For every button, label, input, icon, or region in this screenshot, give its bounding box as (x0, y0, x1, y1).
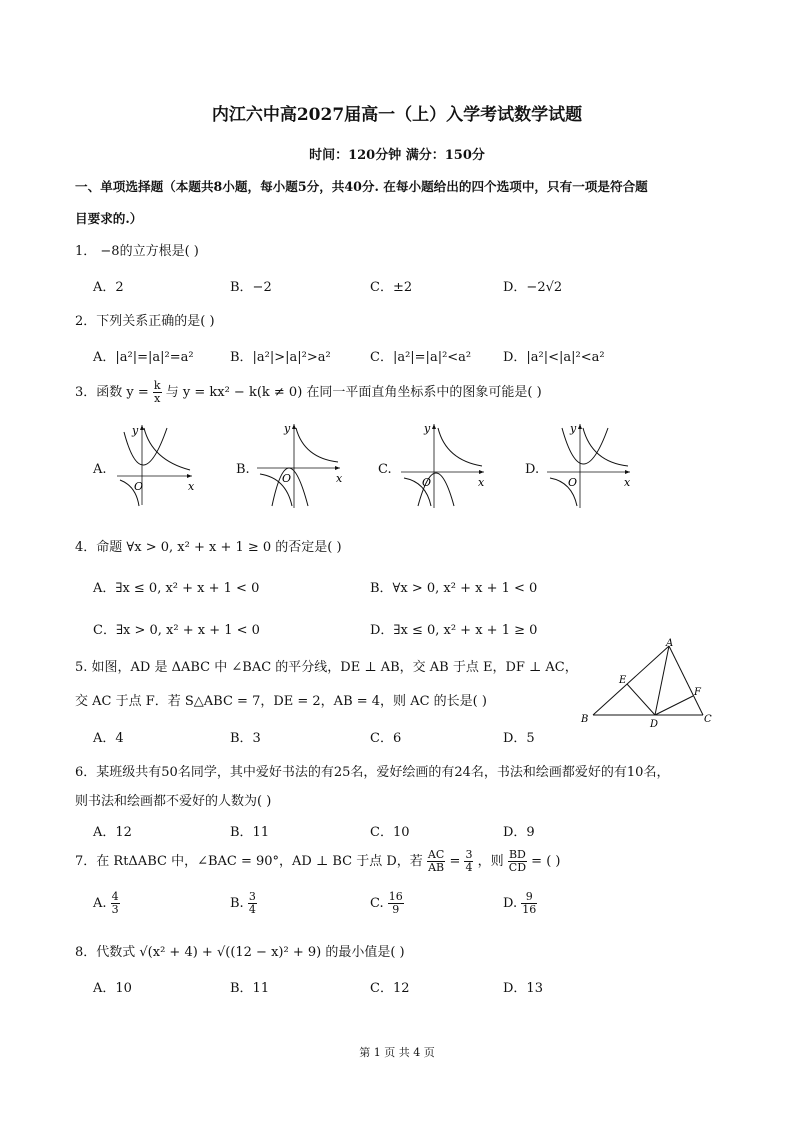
q7-a-den: 3 (111, 903, 119, 916)
q7-fraction-ac-ab (427, 849, 445, 874)
q7-option-b-letter: B. (230, 896, 244, 911)
q7-f1-num: AC (427, 848, 445, 861)
question-4-stem: 4．命题 ∀x > 0, x² + x + 1 ≥ 0 的否定是( ) (75, 540, 342, 555)
q8-option-d: D．13 (503, 981, 543, 996)
q7-fraction-bd-cd (508, 849, 527, 874)
question-2-stem: 2．下列关系正确的是( ) (75, 314, 215, 329)
page-footer: 第 1 页 共 4 页 (359, 1046, 435, 1059)
q7-option-c-letter: C. (370, 896, 384, 911)
point-a-label: A (666, 638, 674, 649)
q1-option-b: B．−2 (230, 280, 272, 295)
q7-d-den: 16 (522, 903, 537, 916)
q4-option-b: B．∀x > 0, x² + x + 1 < 0 (370, 581, 538, 596)
q8-option-c: C．12 (370, 981, 410, 996)
q7-a-num: 4 (111, 890, 119, 903)
q7-f3-num: BD (508, 848, 526, 861)
q7-d-num: 9 (521, 891, 537, 904)
q1-option-c: C．±2 (370, 280, 413, 295)
q7-stem-post: = ( ) (531, 854, 561, 869)
q2-option-b: B．|a²|>|a|²>a² (230, 350, 331, 365)
exam-info: 时间：120分钟 满分：150分 (309, 148, 485, 163)
axis-origin-label: O (282, 472, 292, 485)
q4-option-c: C．∃x > 0, x² + x + 1 < 0 (93, 623, 260, 638)
q7-option-a-fraction (111, 891, 120, 916)
q3-stem-pre: 3．函数 y = (75, 385, 149, 400)
axis-x-label: x (336, 472, 343, 485)
q7-stem-mid: ，则 (477, 854, 504, 869)
q7-f2-num: 3 (465, 848, 473, 861)
q6-option-b: B．11 (230, 825, 270, 840)
axis-origin-label: O (422, 476, 432, 489)
question-5-stem-line2: 交 AC 于点 F．若 S△ABC = 7，DE = 2，AB = 4，则 AC 的长是( ) (75, 694, 487, 709)
q7-b-den: 4 (248, 903, 256, 916)
question-1-stem: 1． −8的立方根是( ) (75, 244, 199, 259)
q8-option-a: A．10 (93, 981, 132, 996)
q7-option-c-fraction (388, 891, 404, 916)
axis-origin-label: O (568, 476, 578, 489)
q2-option-d: D．|a²|<|a|²<a² (503, 350, 605, 365)
q3-graph-d (542, 420, 637, 510)
axis-x-label: x (188, 480, 195, 493)
q7-option-d-fraction (521, 891, 537, 916)
q3-graph-a (112, 420, 202, 510)
q7-option-a-letter: A. (93, 896, 107, 911)
axis-y-label: y (424, 422, 431, 435)
q3-fraction (153, 380, 162, 405)
q7-option-b-fraction (248, 891, 257, 916)
point-c-label: C (704, 714, 712, 725)
question-7-stem (75, 849, 560, 874)
axis-y-label: y (284, 422, 291, 435)
q2-option-a: A．|a²|=|a|²=a² (93, 350, 194, 365)
q5-option-d: D．5 (503, 731, 535, 746)
q2-option-c: C．|a²|=|a|²<a² (370, 350, 472, 365)
q7-option-c (370, 891, 404, 916)
q5-option-b: B．3 (230, 731, 261, 746)
q7-fraction-3-4 (464, 849, 473, 874)
page-title: 内江六中高2027届高一（上）入学考试数学试题 (211, 105, 583, 125)
point-f-label: F (694, 687, 701, 698)
q1-option-a: A．2 (93, 280, 124, 295)
q3-graph-b (252, 420, 347, 510)
q7-c-den: 9 (392, 903, 400, 916)
q3-option-a: A. (93, 462, 107, 477)
q5-option-a: A．4 (93, 731, 124, 746)
section-heading: 一、单项选择题（本题共8小题，每小题5分，共40分. 在每小题给出的四个选项中，只有一项是符合题 (75, 179, 648, 194)
q7-f3-den: CD (508, 861, 527, 874)
q5-triangle-figure (575, 638, 725, 728)
question-8-stem: 8．代数式 √(x² + 4) + √((12 − x)² + 9) 的最小值是( ) (75, 945, 405, 960)
q7-f2-den: 4 (465, 861, 473, 874)
q3-option-b: B. (236, 462, 250, 477)
section-heading-cont: 目要求的.） (75, 211, 143, 226)
question-3-stem (75, 380, 542, 405)
q7-option-d (503, 891, 537, 916)
q3-frac-num: k (153, 379, 161, 392)
q7-stem-pre: 7．在 RtΔABC 中，∠BAC = 90°，AD ⊥ BC 于点 D，若 (75, 854, 423, 869)
q3-graph-c (396, 420, 491, 510)
q4-option-d: D．∃x ≤ 0, x² + x + 1 ≥ 0 (370, 623, 538, 638)
q7-option-d-letter: D. (503, 896, 518, 911)
q7-option-b (230, 891, 257, 916)
q5-option-c: C．6 (370, 731, 402, 746)
q7-equals: = (449, 854, 461, 869)
q3-option-c: C. (378, 462, 392, 477)
q6-option-c: C．10 (370, 825, 410, 840)
axis-x-label: x (624, 476, 631, 489)
q4-option-a: A．∃x ≤ 0, x² + x + 1 < 0 (93, 581, 260, 596)
axis-origin-label: O (134, 480, 144, 493)
q7-f1-den: AB (428, 861, 445, 874)
point-b-label: B (581, 714, 589, 725)
question-6-stem-line2: 则书法和绘画都不爱好的人数为( ) (75, 794, 272, 809)
q6-option-a: A．12 (93, 825, 132, 840)
q7-c-num: 16 (388, 890, 403, 903)
point-d-label: D (650, 719, 659, 728)
question-6-stem-line1: 6．某班级共有50名同学，其中爱好书法的有25名，爱好绘画的有24名，书法和绘画都爱好的有10名， (75, 765, 670, 780)
q8-option-b: B．11 (230, 981, 270, 996)
q1-option-d: D．−2√2 (503, 280, 563, 295)
q7-option-a (93, 891, 120, 916)
axis-y-label: y (132, 424, 139, 437)
q6-option-d: D．9 (503, 825, 535, 840)
q7-b-num: 3 (248, 890, 256, 903)
q3-option-d: D. (525, 462, 540, 477)
q3-stem-mid: 与 y = kx² − k(k ≠ 0) 在同一平面直角坐标系中的图象可能是( ) (165, 385, 542, 400)
axis-x-label: x (478, 476, 485, 489)
axis-y-label: y (570, 422, 577, 435)
q3-frac-den: x (154, 392, 161, 405)
point-e-label: E (619, 675, 627, 686)
question-5-stem-line1: 5. 如图，AD 是 ΔABC 中 ∠BAC 的平分线，DE ⊥ AB，交 AB 于点 E，DF ⊥ AC， (75, 660, 578, 675)
